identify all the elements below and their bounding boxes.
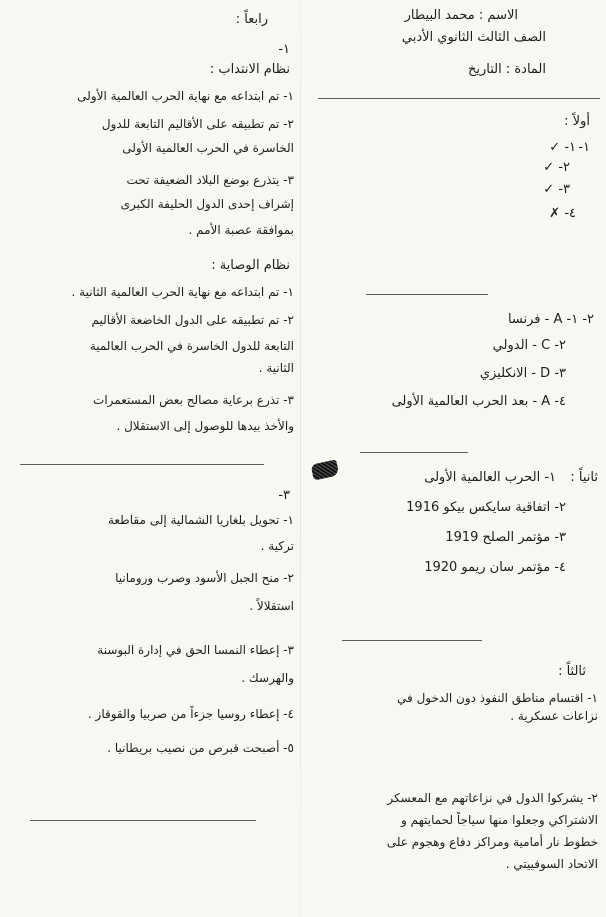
divider <box>318 98 600 99</box>
second-line-3: ٣- مؤتمر الصلح 1919 <box>445 530 566 545</box>
second-line-1: ١- الحرب العالمية الأولى <box>424 470 556 485</box>
mandate-line-1: ١- تم ابتداعه مع نهاية الحرب العالمية الأولى <box>77 89 294 103</box>
trusteeship-title: نظام الوصاية : <box>211 258 290 273</box>
divider <box>342 640 482 641</box>
first-answer-3: ٣- ✓ <box>543 182 570 197</box>
fourth-q1-label: ١- <box>278 42 290 57</box>
first-answer-4: ٤- ✗ <box>549 206 576 221</box>
third-answer-2-line-1: ٢- يشركوا الدول في نزاعاتهم مع المعسكر <box>387 791 598 805</box>
divider <box>366 294 488 295</box>
first-heading: أولاً : <box>564 114 590 129</box>
mandate-line-5: إشراف إحدى الدول الحليفة الكبرى <box>120 197 294 211</box>
second-heading: ثانياً : <box>570 470 598 485</box>
first-q1-label: ١- <box>578 140 590 155</box>
mandate-line-6: بموافقة عصبة الأمم . <box>188 223 294 237</box>
page-fold <box>300 0 301 917</box>
trusteeship-line-5: ٣- تذرع برعاية مصالح بعض المستعمرات <box>93 393 294 407</box>
first-answer-1: ١- ✓ <box>549 140 576 155</box>
third-heading: ثالثاً : <box>558 664 586 679</box>
q2-answer-3: ٣- D - الانكليزي <box>479 366 566 381</box>
second-line-4: ٤- مؤتمر سان ريمو 1920 <box>424 560 566 575</box>
mandate-line-4: ٣- يتذرع بوضع البلاد الضعيفة تحت <box>126 173 294 187</box>
q2-answer-2: ٢- C - الدولي <box>492 338 566 353</box>
q3-label: ٣- <box>278 488 290 503</box>
second-line-2: ٢- اتفاقية سايكس بيكو 1916 <box>406 500 566 515</box>
q3-line-5: ٣- إعطاء النمسا الحق في إدارة البوسنة <box>97 643 294 657</box>
trusteeship-line-3: التابعة للدول الخاسرة في الحرب العالمية <box>89 339 294 353</box>
mandate-line-2: ٢- تم تطبيقه على الأقاليم التابعة للدول <box>101 117 294 131</box>
q3-line-7: ٤- إعطاء روسيا جزءاً من صربيا والقوقاز . <box>87 707 294 721</box>
q3-line-1: ١- تحويل بلغاريا الشمالية إلى مقاطعة <box>107 513 294 527</box>
third-answer-1-line-2: نزاعات عسكرية . <box>510 709 598 723</box>
divider <box>30 820 256 821</box>
q3-line-8: ٥- أصبحت قبرص من نصيب بريطانيا . <box>107 741 294 755</box>
q2-answer-1: ٢- ١- A - فرنسا <box>507 312 594 327</box>
mandate-line-3: الخاسرة في الحرب العالمية الأولى <box>122 141 294 155</box>
class-name: الصف الثالث الثانوي الأدبي <box>401 30 546 45</box>
q3-line-3: ٢- منح الجبل الأسود وصرب ورومانيا <box>115 571 294 585</box>
trusteeship-line-1: ١- تم ابتداعه مع نهاية الحرب العالمية الثانية . <box>71 285 294 299</box>
student-name: الاسم : محمد البيطار <box>404 8 518 23</box>
third-answer-2-line-2: الاشتراكي وجعلوا منها سياجاً لحمايتهم و <box>400 813 598 827</box>
q3-line-4: استقلالاً . <box>249 599 294 613</box>
subject-name: المادة : التاريخ <box>467 62 546 77</box>
trusteeship-line-2: ٢- تم تطبيقه على الدول الخاضعة الأقاليم <box>91 313 294 327</box>
trusteeship-line-4: الثانية . <box>258 361 294 375</box>
q3-line-2: تركية . <box>260 539 294 553</box>
first-answer-2: ٢- ✓ <box>543 160 570 175</box>
q2-answer-4: ٤- A - بعد الحرب العالمية الأولى <box>391 394 566 409</box>
mandate-title: نظام الانتداب : <box>209 62 290 77</box>
third-answer-2-line-3: خطوط نار أمامية ومراكز دفاع وهجوم على <box>386 835 598 849</box>
q3-line-6: والهرسك . <box>241 671 294 685</box>
divider <box>20 464 264 465</box>
third-answer-1-line-1: ١- اقتسام مناطق النفوذ دون الدخول في <box>397 691 598 705</box>
third-answer-2-line-4: الاتحاد السوفييتي . <box>505 857 598 871</box>
divider <box>360 452 468 453</box>
fourth-heading: رابعاً : <box>235 12 268 27</box>
trusteeship-line-6: والأخذ بيدها للوصول إلى الاستقلال . <box>116 419 294 433</box>
